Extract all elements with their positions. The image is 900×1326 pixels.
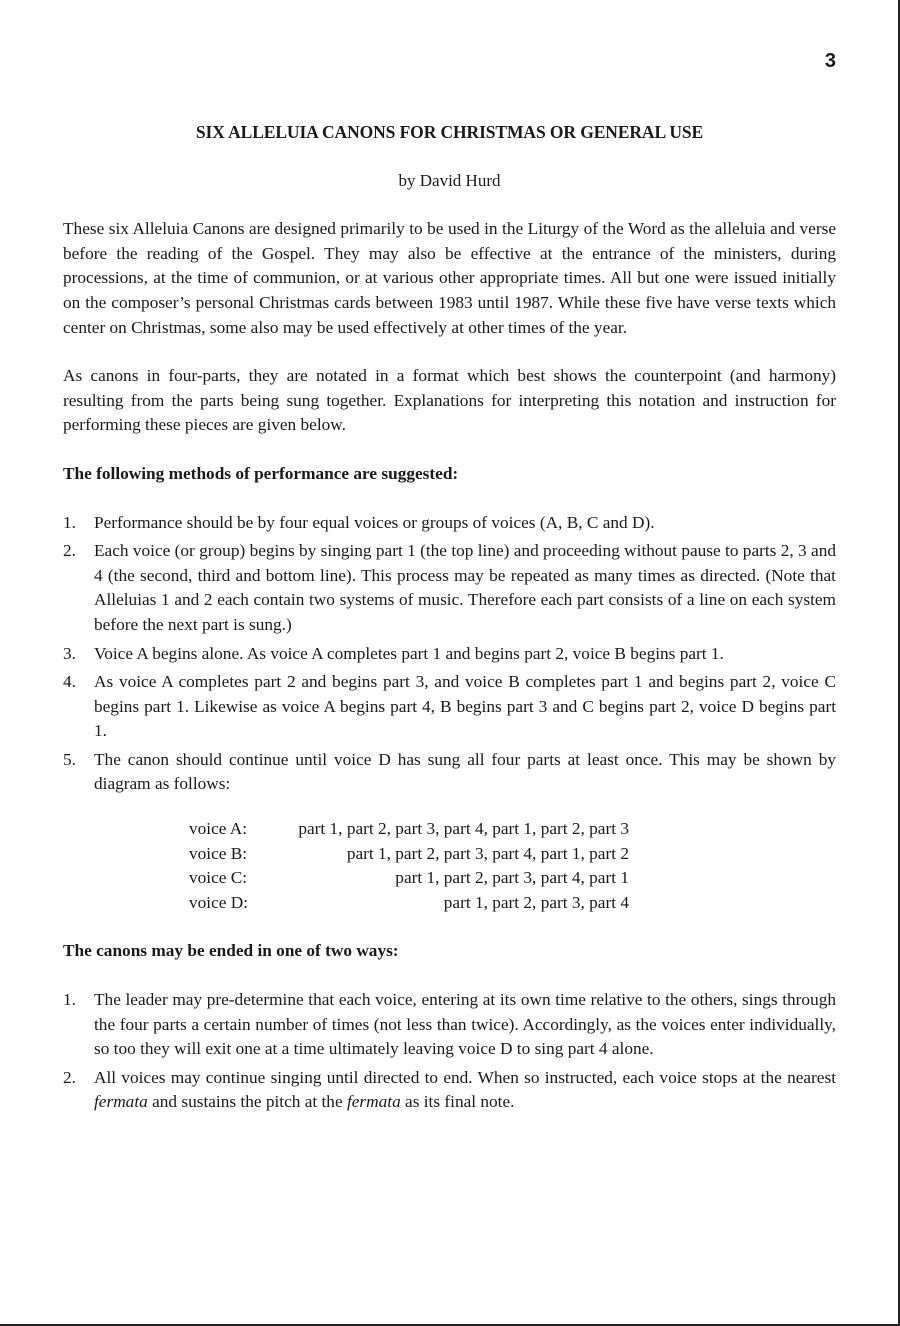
list-item-text: The leader may pre-determine that each voice, entering at its own time relative to the others, sings through the four parts a certain number of times (not less than twice). Accordingly, as the voices enter individually, so too they will exit one at a time ultimately leaving voice D to sing part 4 alone. — [94, 990, 836, 1059]
list-item-text: Each voice (or group) begins by singing part 1 (the top line) and proceeding without pause to parts 2, 3 and 4 (the second, third and bottom line). This process may be repeated as many times as directed. (Note that Alleluias 1 and 2 each contain two systems of music. Therefore each part consists of a line on each system before the next part is sung.) — [94, 541, 836, 634]
list-item — [63, 988, 836, 1062]
intro-paragraph-1: These six Alleluia Canons are designed primarily to be used in the Liturgy of the Word as the alleluia and verse before the reading of the Gospel. They may also be effective at the entrance of the ministers, during processions, at the time of communion, or at various other appropriate times. All but one were issued initially on the composer’s personal Christmas cards between 1983 until 1987. While these five have verse texts which center on Christmas, some also may be used effectively at other times of the year. — [63, 219, 836, 337]
document-title: SIX ALLELUIA CANONS FOR CHRISTMAS OR GENERAL USE — [195, 122, 704, 142]
list-item — [63, 642, 836, 667]
list-item-number: 4. — [63, 672, 76, 692]
text-fragment: All voices may continue singing until directed to end. When so instructed, each voice stops at the nearest — [94, 1067, 836, 1087]
endings-list — [63, 988, 836, 1115]
list-item-number: 1. — [63, 512, 76, 532]
list-item-text: The canon should continue until voice D has sung all four parts at least once. This may be shown by diagram as follows: — [94, 749, 836, 794]
list-item-number: 1. — [63, 990, 76, 1010]
list-item — [63, 511, 836, 536]
list-item — [63, 670, 836, 744]
text-fragment: and sustains the pitch at the — [147, 1092, 347, 1112]
diagram-row-voice-a: voice A: part 1, part 2, part 3, part 4, part 1, part 2, part 3 — [189, 817, 629, 842]
list-item-text: As voice A completes part 2 and begins part 3, and voice B completes part 1 and begins part 2, voice C begins part 1. Likewise as voice A begins part 4, B begins part 3 and C begins part 2, voice D begins part 1. — [94, 672, 836, 741]
list-item — [63, 539, 836, 637]
list-item-number: 5. — [63, 749, 76, 769]
list-item-text: Voice A begins alone. As voice A completes part 1 and begins part 2, voice B begins part 1. — [94, 643, 724, 663]
list-item — [63, 748, 836, 797]
methods-list — [63, 511, 836, 798]
diagram-voice-parts: part 1, part 2, part 3, part 4, part 1 — [395, 868, 629, 888]
diagram-row-voice-b: voice B: part 1, part 2, part 3, part 4, part 1, part 2 — [189, 842, 629, 867]
list-item-number: 3. — [63, 643, 76, 663]
list-item-number: 2. — [63, 541, 76, 561]
fermata-term: fermata — [346, 1092, 401, 1112]
list-item-number: 2. — [63, 1067, 76, 1087]
diagram-row-voice-c: voice C: part 1, part 2, part 3, part 4, part 1 — [189, 866, 629, 891]
diagram-voice-parts: part 1, part 2, part 3, part 4, part 1, part 2 — [346, 843, 629, 863]
list-item — [63, 1066, 836, 1115]
diagram-row-voice-d: voice D: part 1, part 2, part 3, part 4 — [189, 891, 629, 916]
list-item-text — [94, 1068, 836, 1112]
page-number: 3 — [824, 50, 836, 72]
diagram-voice-parts: part 1, part 2, part 3, part 4 — [443, 892, 629, 912]
canon-diagram — [189, 817, 629, 915]
endings-heading: The canons may be ended in one of two ways: — [63, 941, 399, 961]
text-fragment: as its final note. — [400, 1092, 515, 1112]
author-byline: by David Hurd — [398, 170, 501, 190]
intro-paragraph-2: As canons in four-parts, they are notated in a format which best shows the counterpoint (and harmony) resulting from the parts being sung together. Explanations for interpreting this notation and instruction for performing these pieces are given below. — [63, 366, 836, 435]
diagram-voice-parts: part 1, part 2, part 3, part 4, part 1, part 2, part 3 — [298, 819, 629, 839]
fermata-term: fermata — [94, 1092, 148, 1112]
list-item-text: Performance should be by four equal voices or groups of voices (A, B, C and D). — [94, 512, 655, 532]
page-content — [63, 120, 836, 1119]
methods-heading: The following methods of performance are suggested: — [63, 463, 459, 483]
